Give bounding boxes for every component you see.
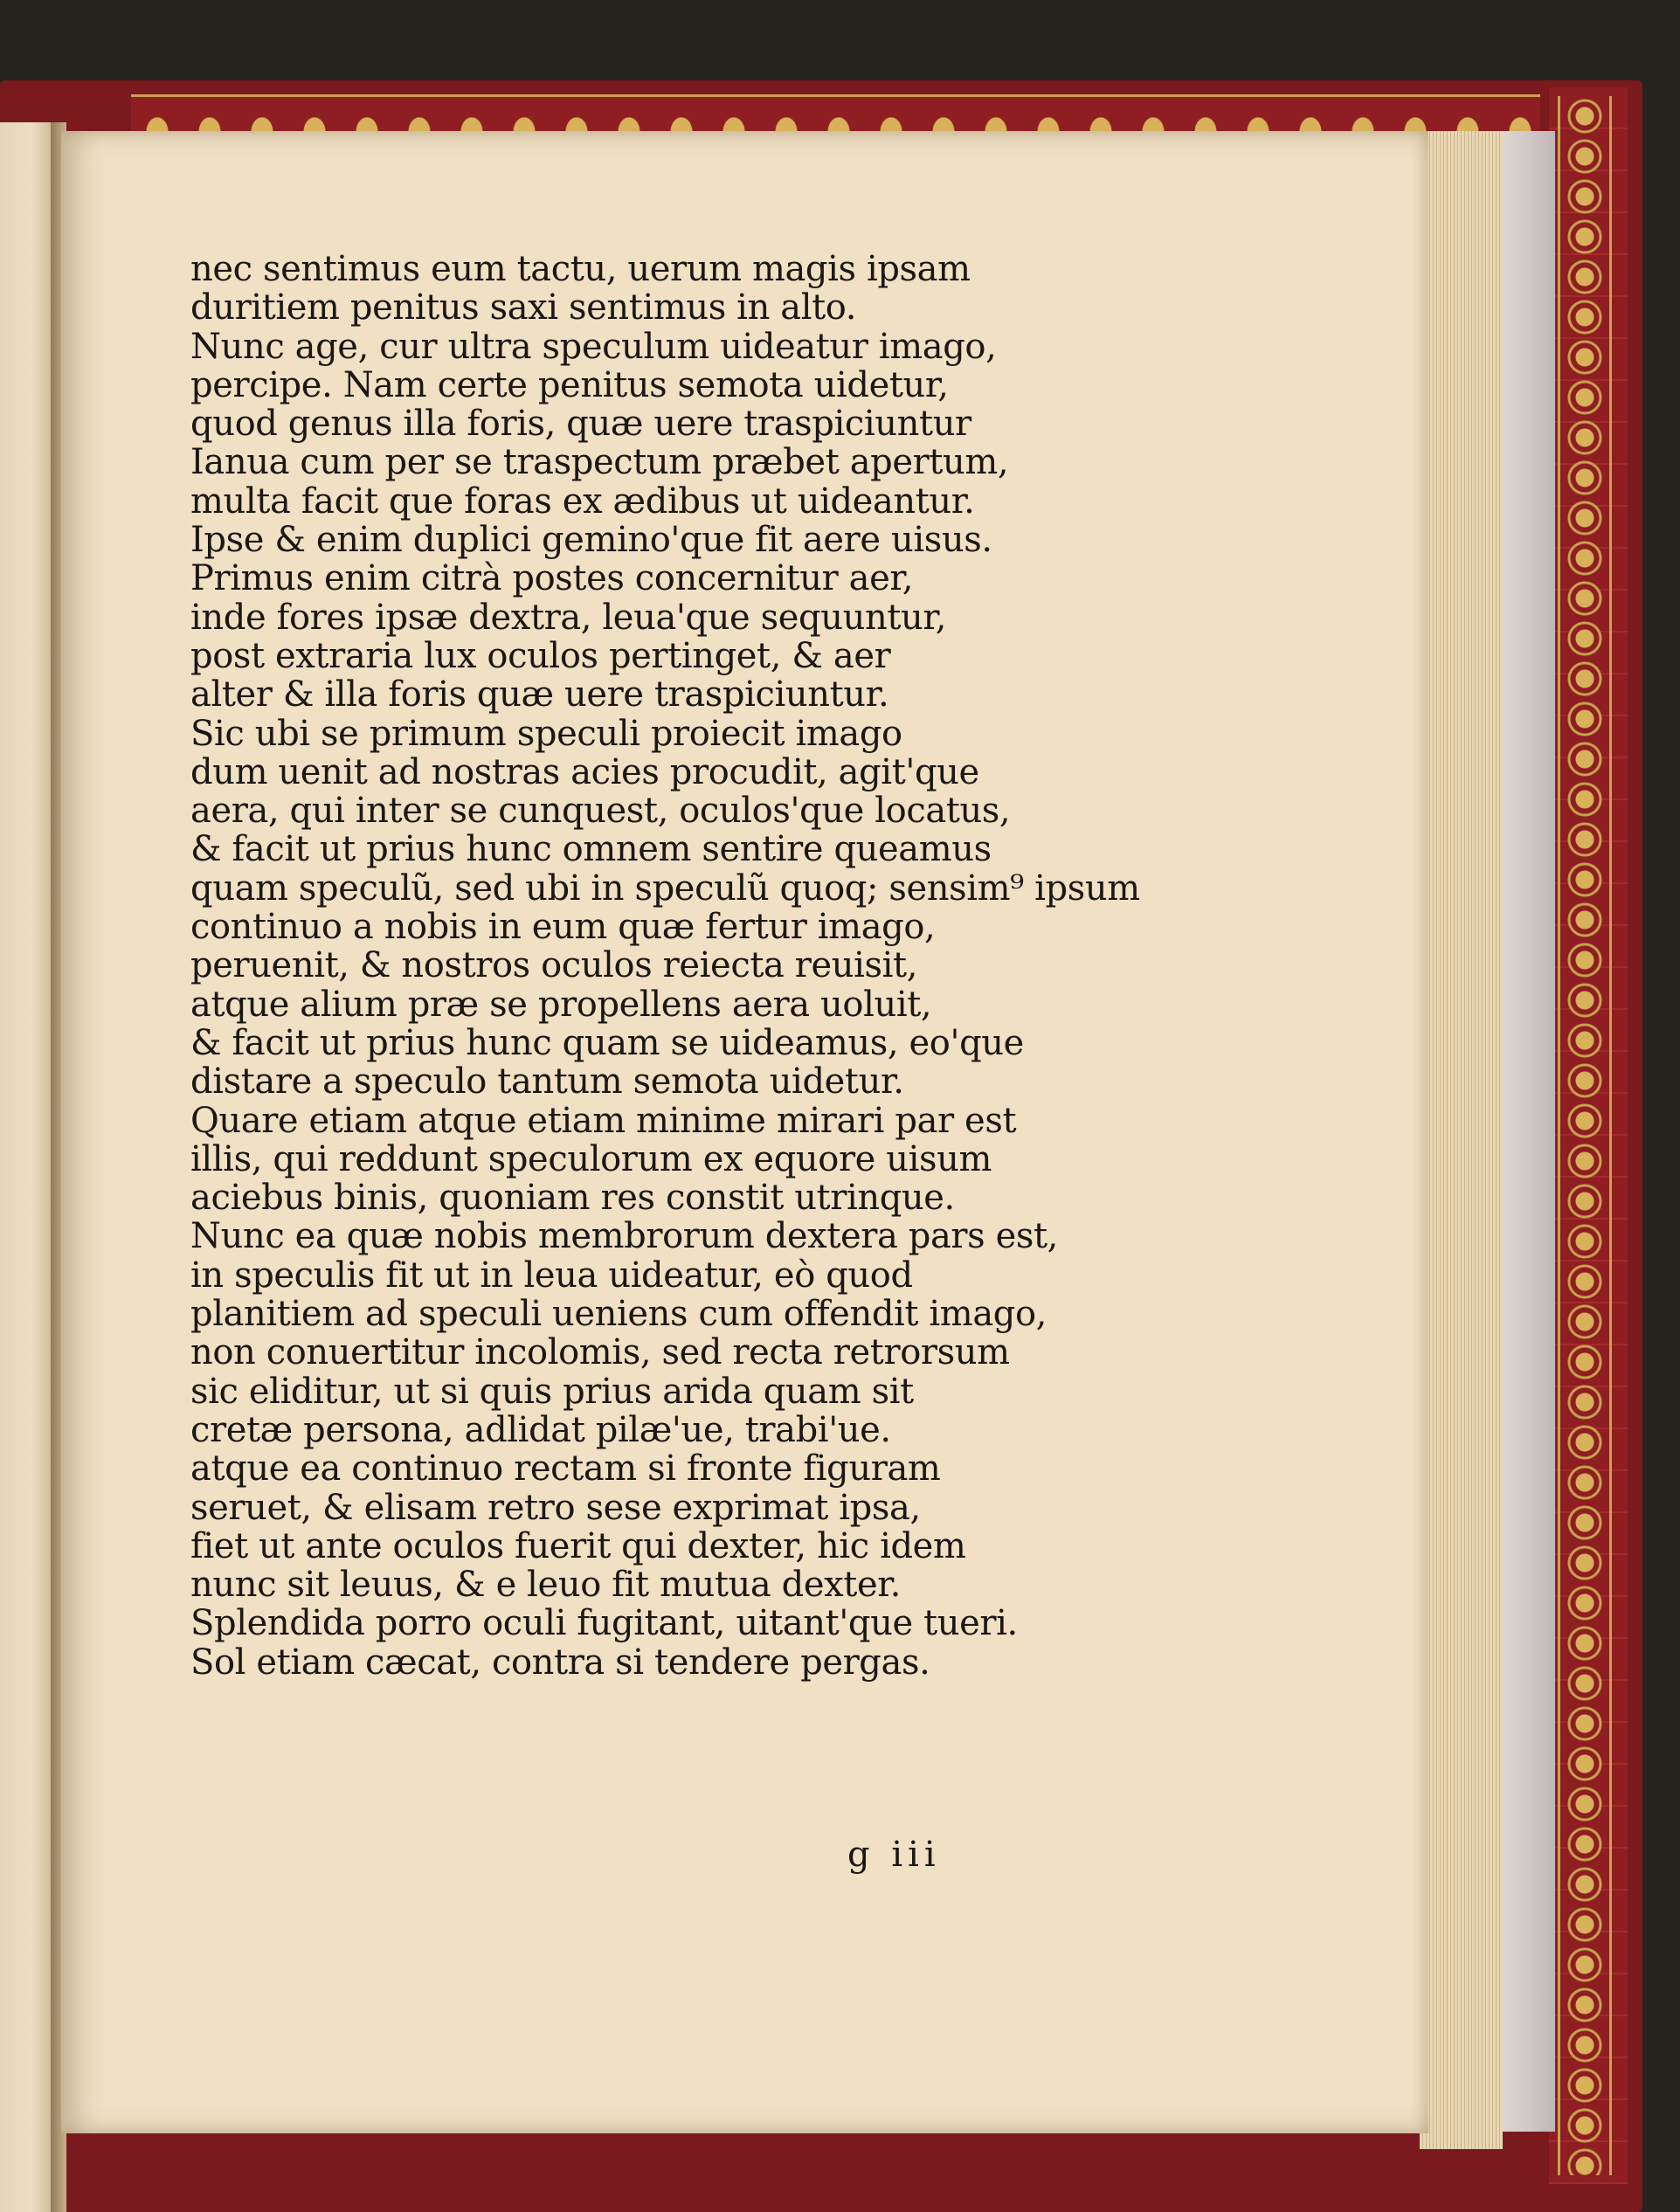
page-text [190, 249, 1140, 1683]
text-line: alter & illa foris quæ uere traspiciuntur. [190, 674, 889, 715]
text-line: quam speculũ, sed ubi in speculũ quoq; sensim⁹ ipsum [190, 868, 1140, 909]
text-line: sic eliditur, ut si quis prius arida quam sit [190, 1371, 914, 1412]
text-line: aera, qui inter se cunquest, oculos'que locatus, [190, 791, 1011, 832]
text-line: cretæ persona, adlidat pilæ'ue, trabi'ue. [190, 1409, 891, 1450]
text-line: continuo a nobis in eum quæ fertur imago, [190, 907, 936, 948]
text-line: quod genus illa foris, quæ uere traspiciuntur [190, 404, 971, 445]
text-line: Ipse & enim duplici gemino'que fit aere uisus. [190, 520, 992, 561]
text-line: nec sentimus eum tactu, uerum magis ipsam [190, 249, 971, 289]
text-line: & facit ut prius hunc omnem sentire queamus [190, 829, 992, 870]
text-line: dum uenit ad nostras acies procudit, agit'que [190, 751, 979, 792]
text-line: fiet ut ante oculos fuerit qui dexter, hic idem [190, 1525, 966, 1566]
text-line: Nunc age, cur ultra speculum uideatur imago, [190, 326, 997, 367]
text-line: inde fores ipsæ dextra, leua'que sequuntur, [190, 597, 947, 638]
flyleaf [1503, 131, 1555, 2132]
text-line: Primus enim citrà postes concernitur aer, [190, 558, 914, 599]
facing-page-edge [0, 122, 54, 2212]
text-line: percipe. Nam certe penitus semota uidetur, [190, 364, 949, 405]
text-line: distare a speculo tantum semota uidetur. [190, 1061, 904, 1103]
signature-mark: g iii [847, 1835, 941, 1875]
text-line: aciebus binis, quoniam res constit utrinque. [190, 1178, 955, 1219]
text-line: in speculis fit ut in leua uideatur, eò quod [190, 1255, 913, 1296]
text-line: Nunc ea quæ nobis membrorum dextera pars est, [190, 1216, 1058, 1257]
text-line: atque ea continuo rectam si fronte figuram [190, 1448, 941, 1490]
text-line: Sol etiam cæcat, contra si tendere pergas. [190, 1642, 930, 1683]
text-line: atque alium præ se propellens aera uoluit, [190, 984, 932, 1025]
text-line: Ianua cum per se traspectum præbet apertum, [190, 442, 1009, 483]
text-line: & facit ut prius hunc quam se uideamus, eo'que [190, 1022, 1024, 1063]
text-line: peruenit, & nostros oculos reiecta reuisit, [190, 945, 918, 986]
text-line: Quare etiam atque etiam minime mirari par est [190, 1100, 1017, 1141]
text-line: Splendida porro oculi fugitant, uitant'que tueri. [190, 1603, 1018, 1644]
text-line: duritiem penitus saxi sentimus in alto. [190, 287, 857, 328]
text-line: seruet, & elisam retro sese exprimat ipsa, [190, 1487, 921, 1528]
text-line: planitiem ad speculi ueniens cum offendit imago, [190, 1294, 1047, 1335]
text-line: Sic ubi se primum speculi proiecit imago [190, 713, 902, 754]
text-line: non conuertitur incolomis, sed recta retrorsum [190, 1332, 1010, 1373]
text-line: multa facit que foras ex ædibus ut uideantur. [190, 480, 975, 522]
text-line: post extraria lux oculos pertinget, & aer [190, 635, 891, 676]
text-line: illis, qui reddunt speculorum ex equore uisum [190, 1138, 992, 1179]
gilt-border-top [131, 94, 1540, 135]
gilt-border-right [1558, 96, 1612, 2175]
page-block-edges [1420, 131, 1503, 2149]
text-line: nunc sit leuus, & e leuo fit mutua dexter. [190, 1565, 901, 1606]
